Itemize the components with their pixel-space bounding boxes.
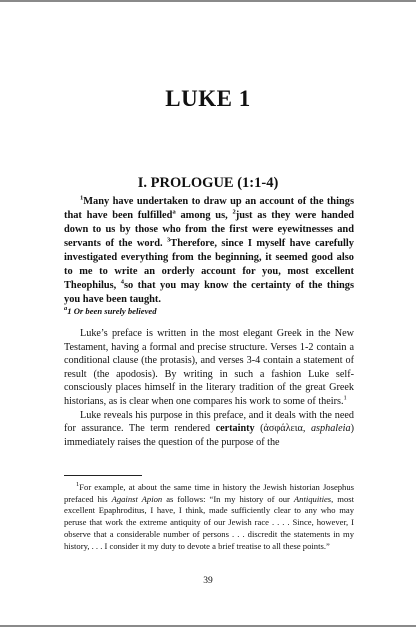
verse-number: 2 — [232, 208, 236, 216]
page-top-border — [0, 0, 416, 2]
verse-number: 3 — [167, 236, 171, 244]
footnote-number: 1 — [76, 481, 80, 489]
section-title: I. PROLOGUE (1:1-4) — [137, 175, 279, 191]
key-term: certainty — [215, 423, 255, 435]
book-title: Antiquities — [293, 493, 332, 504]
footnote-text: as follows: “In my history of our — [162, 493, 294, 504]
verse-text: just as they were handed down to us by those who from the first were eyewitnesses and servants of the word. — [64, 210, 354, 249]
commentary-paragraph — [64, 327, 354, 409]
commentary-text: Luke’s preface is written in the most elegant Greek in the New Testament, having a formal and precise structure. Verses 1-2 contain a conditional clause (the protasis), and verses 3-4 contain a statement of result (the apodosis). By writing in such a fashion Luke self-consciously places himself in the literary tradition of the great Greek historians, as is clear when one compares his work to some of theirs. — [64, 328, 354, 407]
commentary-paragraph — [64, 409, 354, 450]
footnote — [64, 482, 354, 552]
footnote-divider — [64, 475, 142, 476]
footnote-reference: 1 — [343, 394, 347, 402]
scripture-passage — [64, 195, 354, 307]
textual-note — [64, 306, 354, 316]
textual-note-text: Or been surely believed — [71, 306, 157, 316]
commentary — [64, 327, 354, 449]
chapter-title: LUKE 1 — [165, 86, 251, 111]
footnote-text: For example, at about the same time in history the Jewish historian Josephus prefaced his — [64, 482, 354, 504]
commentary-text: (ἀσφάλεια, — [254, 423, 311, 435]
verse-number: 1 — [80, 194, 84, 202]
verse-text: Therefore, since I myself have carefully investigated everything from the beginning, it seemed good also to me to write an orderly account for you, most excellent Theophilus, — [64, 238, 354, 291]
textual-note-ref: 1 — [67, 306, 72, 316]
textual-note-mark: a — [172, 208, 176, 216]
textual-note-mark: a — [64, 305, 68, 313]
transliteration: asphaleia — [310, 423, 351, 435]
verse-text: so that you may know the certainty of the things you have been taught. — [64, 280, 354, 305]
commentary-text: Luke reveals his purpose in this preface, and it deals with the need for assurance. The term rendered — [64, 409, 354, 435]
verse-text: Many have undertaken to draw up an account of the things that have been fulfilled — [64, 196, 354, 221]
commentary-text: ) immediately raises the question of the purpose of the — [64, 423, 354, 448]
page-number: 39 — [203, 576, 213, 586]
verse-text: among us, — [175, 210, 233, 221]
footnote-text: , most excellent Epaphroditus, I have, I think, made sufficiently clear to any who may peruse that work the extreme antiquity of our Jewish race . . . . Since, however, I observe that a considerable number of persons . . . discredit the statements in my history, . . . I consider it my duty to devote a brief treatise to all these points.” — [64, 493, 355, 551]
book-title: Against Apion — [111, 493, 163, 504]
verse-number: 4 — [120, 278, 124, 286]
